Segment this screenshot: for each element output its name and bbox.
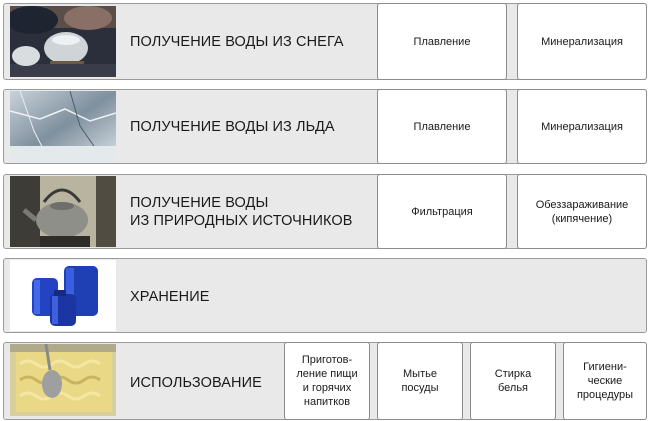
step-melting-snow: Плавление (377, 3, 507, 80)
use-cooking-line4: напитков (303, 396, 351, 408)
use-dishwashing (377, 342, 463, 420)
row-natural-sources-title (130, 194, 353, 232)
use-laundry (470, 342, 556, 420)
use-hygiene-line2: ческие (587, 375, 623, 387)
step-filtration: Фильтрация (377, 174, 507, 249)
step-disinfection-line2: (кипячение) (551, 212, 613, 225)
use-cooking-line2: ление пищи (296, 368, 358, 380)
use-dishwashing-line2: посуды (401, 382, 439, 394)
row-storage-title: ХРАНЕНИЕ (130, 289, 210, 305)
step-mineralization-ice: Минерализация (517, 89, 647, 164)
use-hygiene (563, 342, 647, 420)
row-natural-sources-title-line2: ИЗ ПРИРОДНЫХ ИСТОЧНИКОВ (130, 213, 353, 229)
row-natural-sources-title-line1: ПОЛУЧЕНИЕ ВОДЫ (130, 195, 269, 211)
use-hygiene-line1: Гигиени- (583, 361, 627, 373)
step-melting-ice: Плавление (377, 89, 507, 164)
cooking-pot-photo (10, 344, 116, 416)
row-ice-title: ПОЛУЧЕНИЕ ВОДЫ ИЗ ЛЬДА (130, 119, 335, 135)
use-cooking-line1: Приготов- (301, 354, 353, 366)
kettle-photo (10, 176, 116, 247)
use-cooking-line3: и горячих (302, 382, 352, 394)
use-laundry-line2: белья (497, 382, 529, 394)
step-disinfection (517, 174, 647, 249)
step-disinfection-line1: Обеззараживание (535, 198, 629, 211)
step-mineralization-snow: Минерализация (517, 3, 647, 80)
row-snow-title: ПОЛУЧЕНИЕ ВОДЫ ИЗ СНЕГА (130, 34, 344, 50)
use-cooking (284, 342, 370, 420)
use-laundry-line1: Стирка (494, 368, 532, 380)
use-dishwashing-line1: Мытье (403, 368, 437, 380)
melting-snow-kettle-photo (10, 6, 116, 77)
blue-barrels-photo (10, 260, 116, 331)
use-hygiene-line3: процедуры (576, 389, 634, 401)
row-usage-title: ИСПОЛЬЗОВАНИЕ (130, 375, 262, 391)
ice-photo (10, 91, 116, 162)
